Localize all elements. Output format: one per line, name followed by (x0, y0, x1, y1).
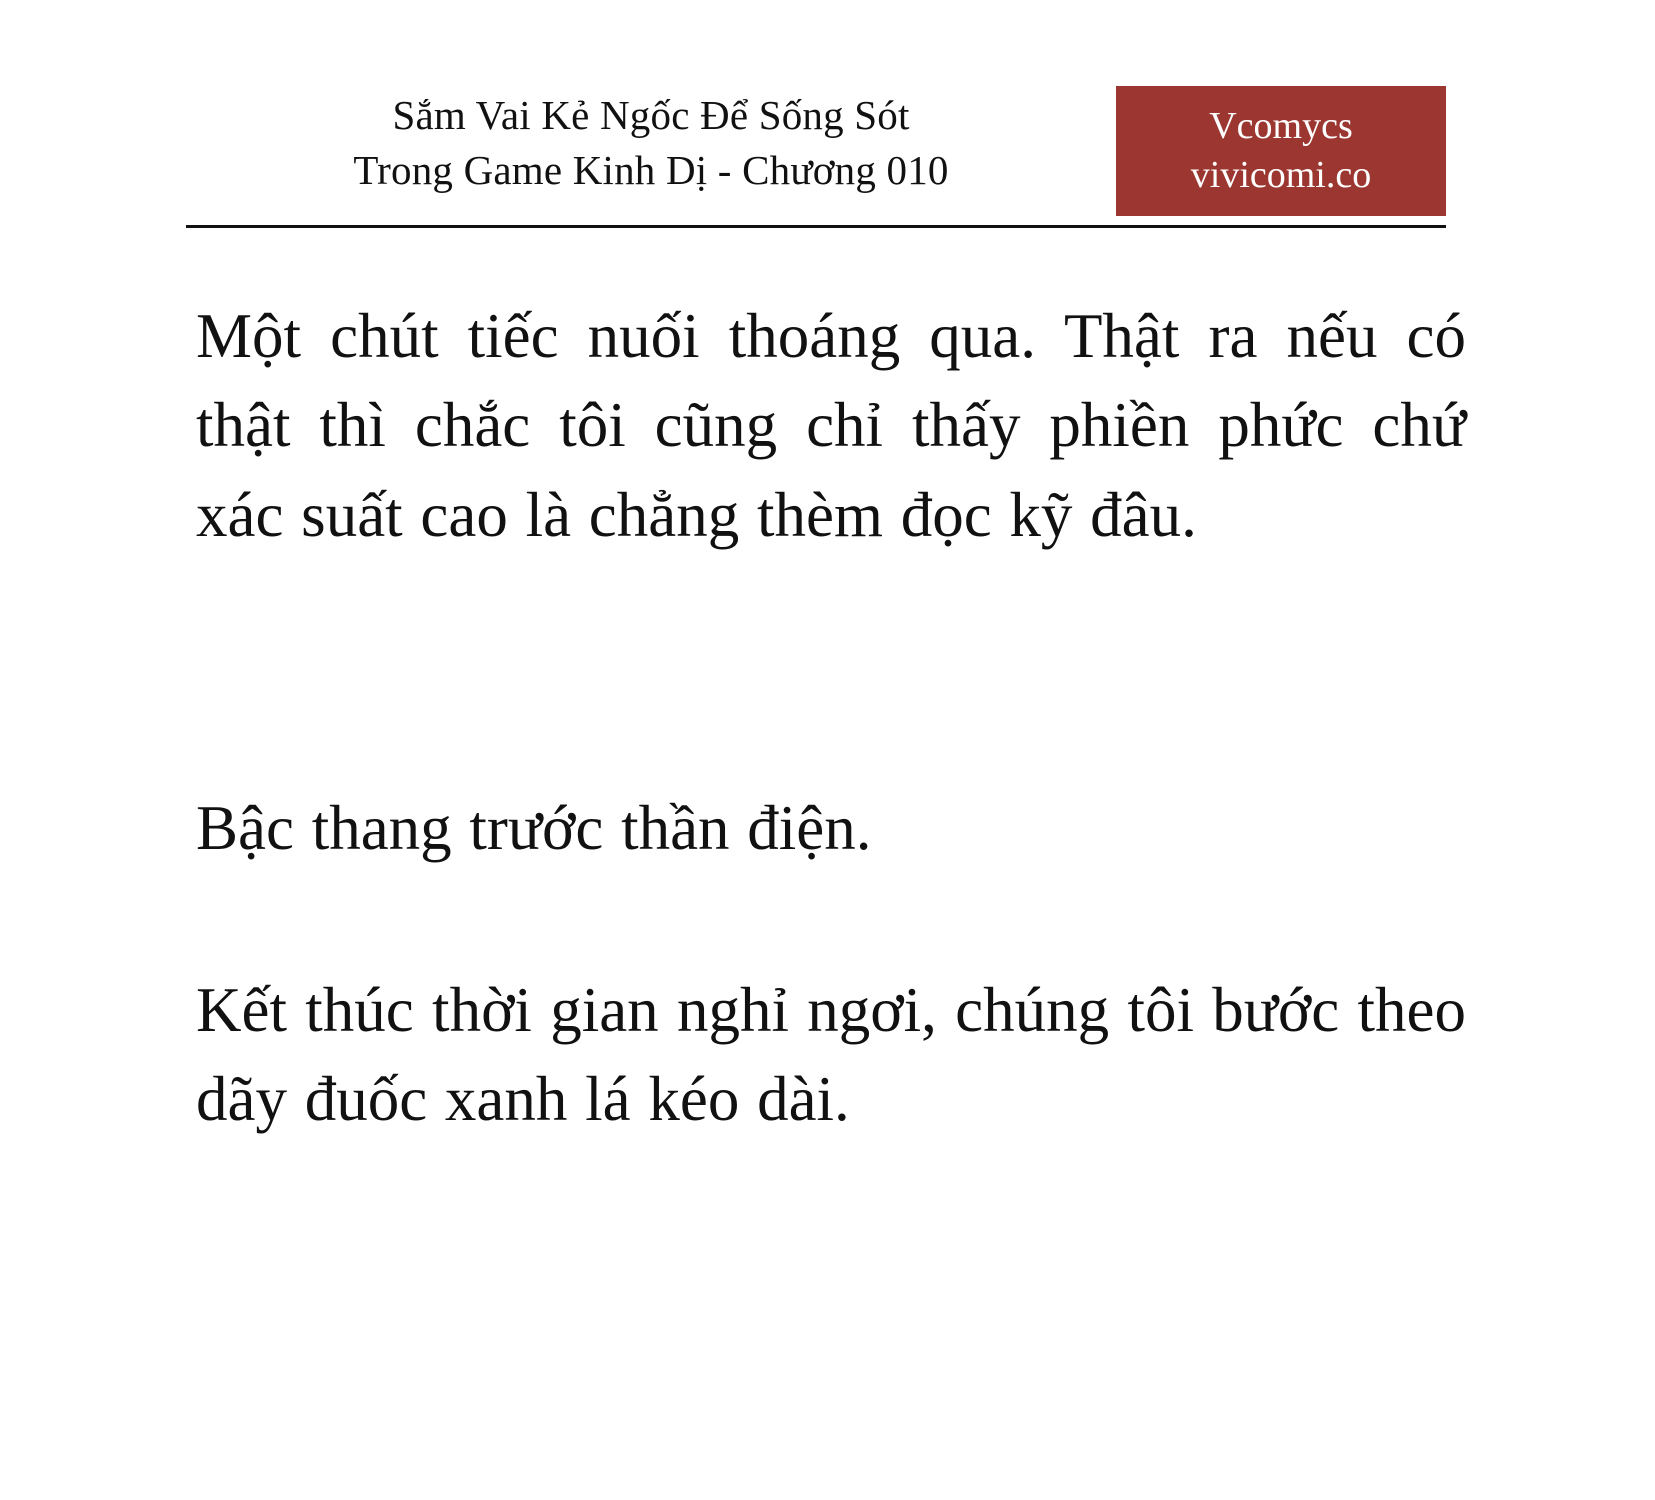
paragraph-1: Một chút tiếc nuối thoáng qua. Thật ra nếu có thật thì chắc tôi cũng chỉ thấy phiền phức chứ xác suất cao là chẳng thèm đọc kỹ đâu. (196, 301, 1466, 550)
watermark-brand: Vcomycs (1209, 105, 1353, 148)
page-title-line-2: Trong Game Kinh Dị - Chương 010 (353, 146, 949, 193)
watermark-url: vivicomi.co (1190, 154, 1372, 196)
page-header (186, 88, 1446, 228)
paragraph-spacer-2 (196, 874, 1466, 966)
page-title-line-1: Sắm Vai Kẻ Ngốc Để Sống Sót (392, 92, 910, 138)
page-content (196, 292, 1466, 1145)
paragraph-3: Kết thúc thời gian nghỉ ngơi, chúng tôi bước theo dãy đuốc xanh lá kéo dài. (196, 974, 1466, 1135)
paragraph-2: Bậc thang trước thần điện. (196, 793, 872, 864)
watermark-badge (1116, 86, 1446, 216)
paragraph-spacer-1 (196, 560, 1466, 784)
page-title (186, 88, 1116, 197)
